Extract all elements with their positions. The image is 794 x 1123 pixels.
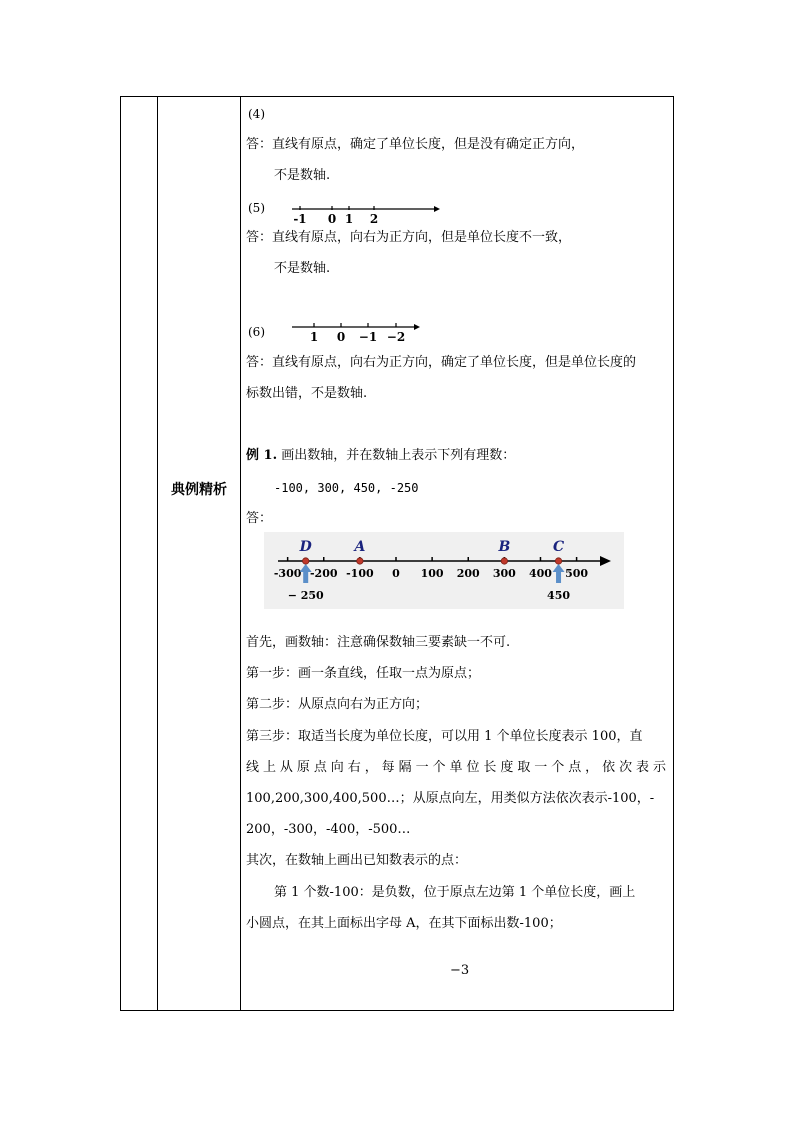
axis-up-arrow-shaft — [303, 571, 308, 583]
item-5-tick-label: 1 — [344, 212, 354, 226]
answer-label: 答： — [246, 511, 273, 526]
step-3-line3: 100,200,300,400,500…；从原点向左，用类似方法依次表示-100，- — [246, 791, 655, 806]
item-4-label: (4) — [248, 107, 265, 121]
item-6-answer-line2: 标数出错，不是数轴. — [246, 386, 368, 401]
axis-tick-label: 200 — [456, 567, 480, 580]
item-5-result: 不是数轴. — [274, 261, 331, 276]
item-4-answer: 答：直线有原点，确定了单位长度，但是没有确定正方向， — [246, 137, 585, 152]
item-6-tick-label: 1 — [309, 330, 319, 344]
item-6-answer-line1: 答：直线有原点，向右为正方向，确定了单位长度，但是单位长度的 — [246, 355, 637, 370]
axis-point-A — [357, 558, 363, 564]
axis-tick-label: 400 — [528, 567, 552, 580]
step-second: 其次，在数轴上画出已知数表示的点： — [246, 853, 468, 868]
step-1: 第一步：画一条直线，任取一点为原点； — [246, 666, 481, 681]
item-5-tick-label: 2 — [369, 212, 379, 226]
item-4-result: 不是数轴. — [274, 168, 331, 183]
item-5-label: (5) — [248, 201, 265, 215]
axis-point-letter: C — [552, 539, 565, 555]
step-2: 第二步：从原点向右为正方向； — [246, 697, 429, 712]
item-6-numberline — [288, 318, 423, 346]
step-3-line4: 200，-300，-400，-500… — [246, 822, 411, 837]
axis-point-B — [501, 558, 507, 564]
step-3-line2: 线上从原点向右，每隔一个单位长度取一个点，依次表示 — [246, 760, 666, 775]
step-3-line1: 第三步：取适当长度为单位长度，可以用 1 个单位长度表示 100，直 — [246, 729, 643, 744]
page-number: −3 — [450, 963, 470, 978]
axis-tick-label: 500 — [565, 567, 589, 580]
step-first: 首先，画数轴：注意确保数轴三要素缺一不可. — [246, 635, 511, 650]
axis-tick-label: 0 — [392, 567, 400, 580]
axis-tick-label: 100 — [420, 567, 444, 580]
axis-tick-label: -100 — [346, 567, 374, 580]
table-divider-1 — [157, 97, 158, 1010]
table-divider-2 — [240, 97, 241, 1010]
section-label: 典例精析 — [171, 482, 227, 498]
item-5-answer: 答：直线有原点，向右为正方向，但是单位长度不一致， — [246, 230, 572, 245]
axis-point-value-label: 450 — [547, 589, 571, 602]
axis-point-D — [303, 558, 309, 564]
axis-up-arrow-shaft — [556, 571, 561, 583]
example-title-text: 画出数轴，并在数轴上表示下列有理数： — [277, 448, 516, 463]
axis-tick-label: -300 — [273, 567, 302, 580]
item-5-tick-label: 0 — [327, 212, 337, 226]
example-title — [246, 448, 515, 464]
item-6-tick-label: 0 — [336, 330, 346, 344]
example-title-bold: 例 1. — [246, 448, 278, 463]
item-5-numberline — [288, 200, 443, 226]
number-1-line2: 小圆点，在其上面标出字母 A，在其下面标出数-100； — [246, 916, 562, 931]
axis-point-value-label: − 250 — [287, 589, 324, 602]
example-numbers: -100, 300, 450, -250 — [274, 481, 419, 495]
item-5-tick-label: -1 — [293, 212, 307, 226]
axis-tick-label: -200 — [309, 567, 338, 580]
number-1-line1: 第 1 个数-100：是负数，位于原点左边第 1 个单位长度，画上 — [274, 885, 636, 900]
axis-point-letter: A — [354, 539, 366, 555]
axis-point-letter: B — [498, 539, 511, 555]
example-numberline-figure — [264, 532, 624, 609]
item-6-label: (6) — [248, 325, 265, 339]
axis-point-C — [555, 558, 561, 564]
item-6-tick-label: −1 — [358, 330, 378, 344]
axis-point-letter: D — [299, 539, 312, 555]
axis-tick-label: 300 — [492, 567, 516, 580]
item-6-tick-label: −2 — [386, 330, 406, 344]
